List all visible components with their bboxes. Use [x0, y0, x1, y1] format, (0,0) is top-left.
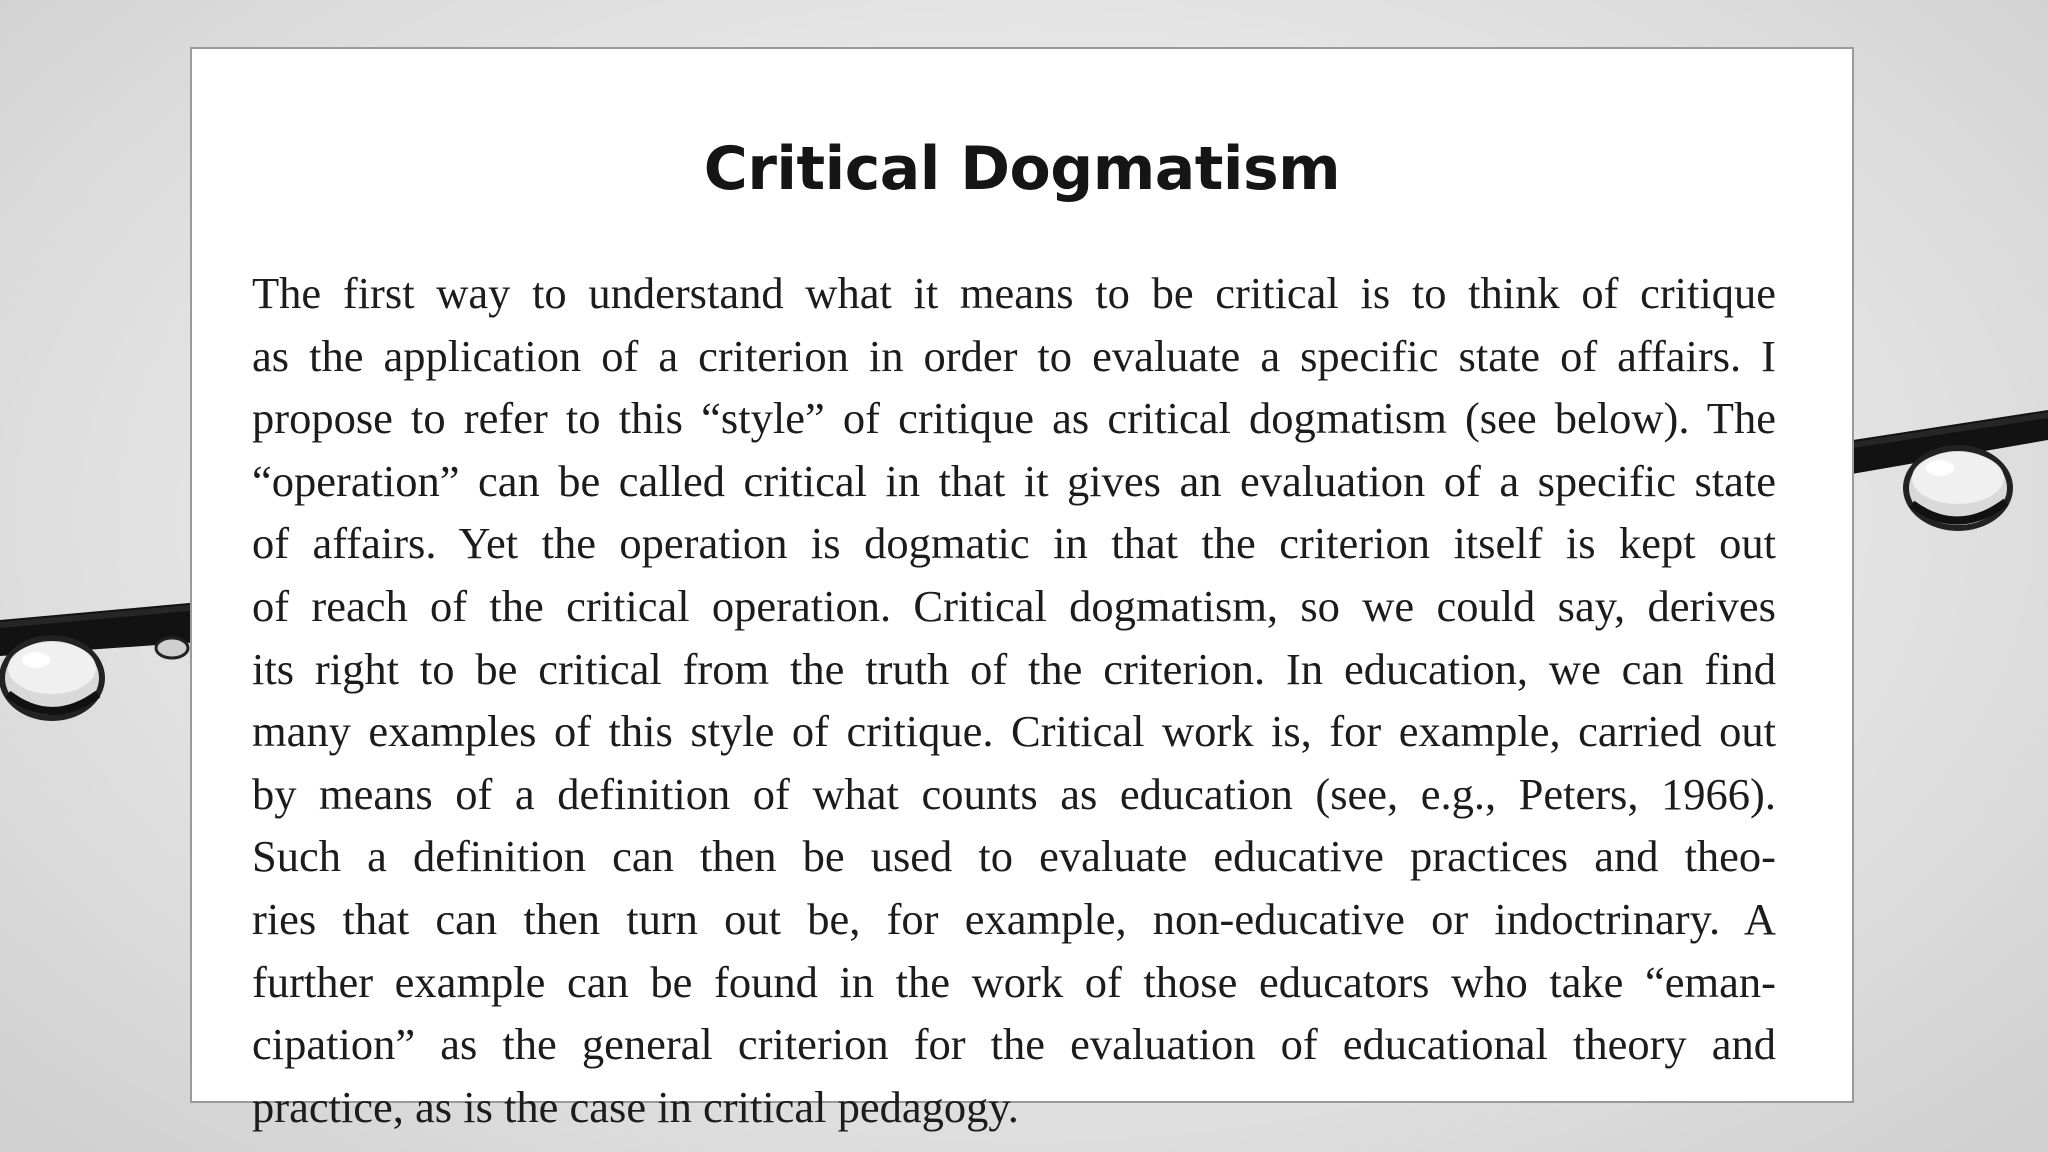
- text-slide-panel: [190, 47, 1854, 1132]
- body-line: many examples of this style of critique. Critical work is, for example, carried out: [252, 706, 1776, 757]
- body-line: its right to be critical from the truth of the criterion. In education, we can find: [252, 643, 1776, 694]
- body-line: propose to refer to this “style” of critique as critical dogmatism (see below). The: [252, 393, 1776, 444]
- body-line: as the application of a criterion in order to evaluate a specific state of affairs. I: [252, 330, 1776, 381]
- body-line: of affairs. Yet the operation is dogmatic in that the criterion itself is kept out: [252, 518, 1776, 569]
- twig-with-droplet-left: [0, 590, 200, 730]
- body-line: “operation” can be called critical in that it gives an evaluation of a specific state: [252, 455, 1776, 506]
- body-line: practice, as is the case in critical pedagogy.: [252, 1081, 1019, 1132]
- body-line: by means of a definition of what counts as education (see, e.g., Peters, 1966).: [252, 768, 1776, 819]
- twig-with-droplet-right: [1840, 400, 2048, 540]
- body-line: ries that can then turn out be, for example, non-educative or indoctrinary. A: [252, 893, 1776, 944]
- body-line: further example can be found in the work of those educators who take “eman-: [252, 956, 1776, 1007]
- body-line: of reach of the critical operation. Critical dogmatism, so we could say, derives: [252, 580, 1776, 631]
- body-line: The first way to understand what it means to be critical is to think of critique: [252, 268, 1776, 318]
- slide-body-paragraph: [252, 262, 1776, 1138]
- body-line: cipation” as the general criterion for the evaluation of educational theory and: [252, 1019, 1776, 1070]
- slide-title: Critical Dogmatism: [703, 134, 1341, 204]
- body-line: Such a definition can then be used to evaluate educative practices and theo-: [252, 831, 1776, 882]
